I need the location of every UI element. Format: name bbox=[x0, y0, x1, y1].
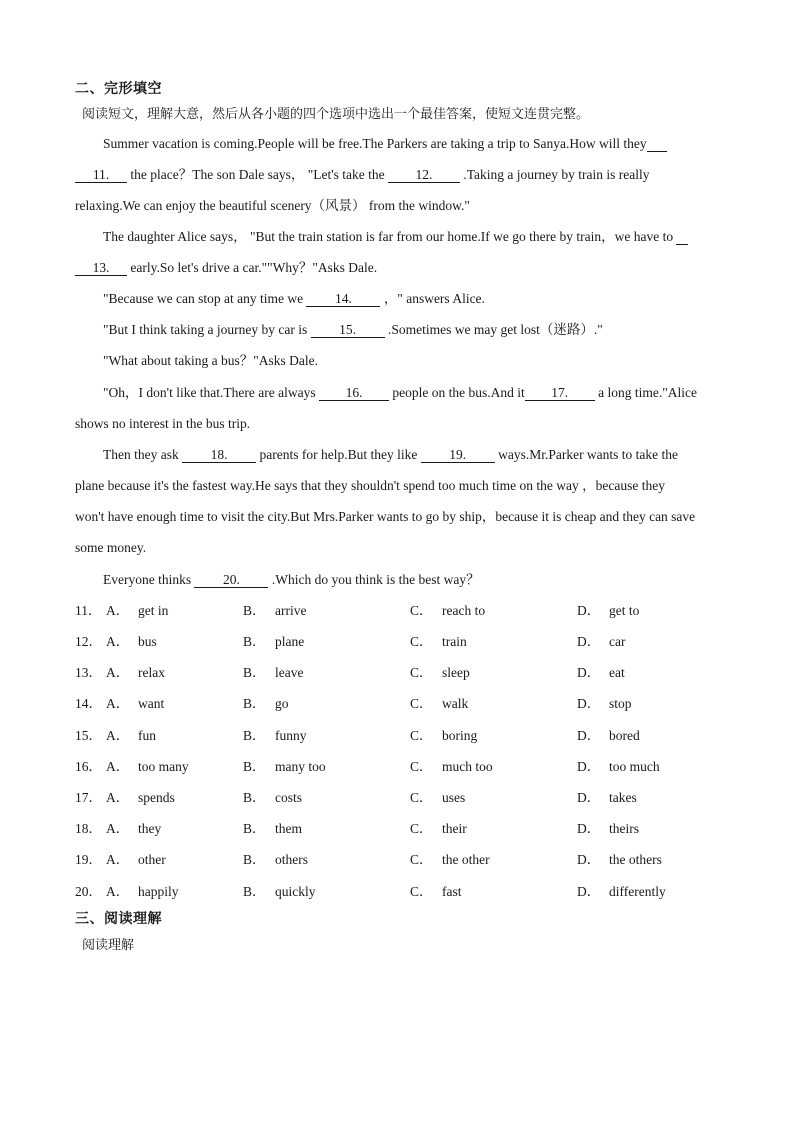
question-row bbox=[75, 820, 775, 838]
passage-line: "What about taking a bus？"Asks Dale. bbox=[103, 353, 318, 368]
passage-text: Everyone thinks bbox=[103, 572, 195, 587]
passage-line bbox=[75, 259, 377, 277]
option-letter-c: C． bbox=[410, 634, 433, 649]
option-b: plane bbox=[275, 634, 305, 649]
passage-text: the place？The son Dale says， "Let's take the bbox=[127, 167, 388, 182]
option-letter-a: A． bbox=[106, 603, 130, 618]
passage-line bbox=[103, 321, 603, 339]
passage-text: .Which do you think is the best way？ bbox=[268, 572, 480, 587]
passage-text: "Oh，I don't like that.There are always bbox=[103, 385, 319, 400]
passage-line bbox=[75, 166, 650, 184]
option-c: sleep bbox=[442, 665, 470, 680]
option-letter-a: A． bbox=[106, 884, 130, 899]
passage-text: .Taking a journey by train is really bbox=[459, 167, 650, 182]
passage-line bbox=[103, 446, 678, 464]
blank-13: 13. bbox=[75, 260, 127, 276]
passage-text: Summer vacation is coming.People will be free.The Parkers are taking a trip to Sanya.How will they bbox=[103, 136, 647, 151]
question-row bbox=[75, 695, 775, 713]
passage-text: people on the bus.And it bbox=[389, 385, 525, 400]
option-d: theirs bbox=[609, 821, 639, 836]
option-letter-c: C． bbox=[410, 852, 433, 867]
passage-line: some money. bbox=[75, 540, 147, 555]
option-d: the others bbox=[609, 852, 662, 867]
option-a: they bbox=[138, 821, 162, 836]
passage-line: won't have enough time to visit the city.But Mrs.Parker wants to go by ship，because it is cheap and they can save bbox=[75, 509, 696, 524]
option-letter-a: A． bbox=[106, 728, 130, 743]
option-b: quickly bbox=[275, 884, 316, 899]
blank-19: 19. bbox=[421, 447, 495, 463]
option-letter-c: C． bbox=[410, 884, 433, 899]
option-a: happily bbox=[138, 884, 179, 899]
option-letter-c: C． bbox=[410, 790, 433, 805]
passage-line bbox=[103, 571, 480, 589]
option-letter-a: A． bbox=[106, 665, 130, 680]
option-b: go bbox=[275, 696, 289, 711]
question-number: 16． bbox=[75, 759, 102, 774]
option-letter-b: B． bbox=[243, 696, 266, 711]
option-b: arrive bbox=[275, 603, 307, 618]
blank-11: 11. bbox=[75, 167, 127, 183]
blank-18: 18. bbox=[182, 447, 256, 463]
blank-15: 15. bbox=[311, 322, 385, 338]
passage-text: Then they ask bbox=[103, 447, 183, 462]
option-letter-c: C． bbox=[410, 728, 433, 743]
passage-text: .Sometimes we may get lost（迷路）." bbox=[384, 322, 603, 337]
option-letter-d: D． bbox=[577, 884, 601, 899]
option-b: leave bbox=[275, 665, 304, 680]
section-title-cloze: 二、完形填空 bbox=[75, 81, 162, 97]
section-instruction-reading: 阅读理解 bbox=[82, 938, 135, 953]
option-c: much too bbox=[442, 759, 493, 774]
option-d: too much bbox=[609, 759, 660, 774]
option-d: eat bbox=[609, 665, 625, 680]
option-d: differently bbox=[609, 884, 666, 899]
option-letter-b: B． bbox=[243, 728, 266, 743]
blank-16: 16. bbox=[319, 385, 389, 401]
passage-text: "Because we can stop at any time we bbox=[103, 291, 307, 306]
section-instruction-cloze: 阅读短文，理解大意，然后从各小题的四个选项中选出一个最佳答案，使短文连贯完整。 bbox=[82, 107, 590, 122]
option-d: get to bbox=[609, 603, 640, 618]
option-letter-b: B． bbox=[243, 821, 266, 836]
option-letter-d: D． bbox=[577, 759, 601, 774]
question-row bbox=[75, 789, 775, 807]
option-c: uses bbox=[442, 790, 466, 805]
option-letter-b: B． bbox=[243, 603, 266, 618]
option-letter-b: B． bbox=[243, 884, 266, 899]
option-letter-d: D． bbox=[577, 603, 601, 618]
option-b: many too bbox=[275, 759, 326, 774]
question-number: 20． bbox=[75, 884, 102, 899]
option-c: fast bbox=[442, 884, 462, 899]
blank-20: 20. bbox=[194, 572, 268, 588]
option-letter-d: D． bbox=[577, 821, 601, 836]
option-a: spends bbox=[138, 790, 175, 805]
option-d: bored bbox=[609, 728, 640, 743]
passage-line bbox=[103, 135, 667, 153]
passage-text: early.So let's drive a car.""Why？"Asks Dale. bbox=[127, 260, 378, 275]
passage-line: plane because it's the fastest way.He says that they shouldn't spend too much time on the way ，because they bbox=[75, 478, 665, 493]
question-number: 13． bbox=[75, 665, 102, 680]
option-letter-b: B． bbox=[243, 634, 266, 649]
question-number: 14． bbox=[75, 696, 102, 711]
option-letter-d: D． bbox=[577, 852, 601, 867]
question-number: 19． bbox=[75, 852, 102, 867]
option-d: takes bbox=[609, 790, 637, 805]
option-b: costs bbox=[275, 790, 302, 805]
passage-line bbox=[103, 290, 485, 308]
option-a: fun bbox=[138, 728, 156, 743]
option-letter-a: A． bbox=[106, 696, 130, 711]
option-letter-c: C． bbox=[410, 759, 433, 774]
option-letter-a: A． bbox=[106, 852, 130, 867]
option-letter-a: A． bbox=[106, 759, 130, 774]
passage-text: ways.Mr.Parker wants to take the bbox=[494, 447, 679, 462]
section-title-reading: 三、阅读理解 bbox=[75, 911, 162, 927]
blank-line bbox=[647, 136, 667, 152]
option-letter-c: C． bbox=[410, 696, 433, 711]
option-a: get in bbox=[138, 603, 169, 618]
blank-line bbox=[676, 229, 688, 245]
option-a: bus bbox=[138, 634, 157, 649]
question-number: 15． bbox=[75, 728, 102, 743]
question-row bbox=[75, 633, 775, 651]
passage-text: "But I think taking a journey by car is bbox=[103, 322, 311, 337]
passage-text: ，" answers Alice. bbox=[380, 291, 485, 306]
question-row bbox=[75, 758, 775, 776]
option-letter-a: A． bbox=[106, 790, 130, 805]
option-letter-c: C． bbox=[410, 665, 433, 680]
question-number: 11． bbox=[75, 603, 102, 618]
blank-14: 14. bbox=[306, 291, 380, 307]
option-b: them bbox=[275, 821, 302, 836]
question-number: 17． bbox=[75, 790, 102, 805]
question-row bbox=[75, 851, 775, 869]
option-letter-b: B． bbox=[243, 852, 266, 867]
question-number: 12． bbox=[75, 634, 102, 649]
option-a: want bbox=[138, 696, 165, 711]
option-letter-b: B． bbox=[243, 665, 266, 680]
option-c: their bbox=[442, 821, 467, 836]
question-row bbox=[75, 664, 775, 682]
option-d: car bbox=[609, 634, 626, 649]
option-c: the other bbox=[442, 852, 490, 867]
option-a: other bbox=[138, 852, 166, 867]
question-number: 18． bbox=[75, 821, 102, 836]
question-row bbox=[75, 602, 775, 620]
passage-line: relaxing.We can enjoy the beautiful scenery（风景） from the window." bbox=[75, 198, 470, 213]
option-letter-b: B． bbox=[243, 759, 266, 774]
option-a: too many bbox=[138, 759, 189, 774]
passage-line bbox=[103, 384, 697, 402]
passage-text: a long time."Alice bbox=[594, 385, 697, 400]
option-letter-d: D． bbox=[577, 634, 601, 649]
option-a: relax bbox=[138, 665, 165, 680]
option-c: train bbox=[442, 634, 467, 649]
option-letter-c: C． bbox=[410, 603, 433, 618]
option-letter-a: A． bbox=[106, 821, 130, 836]
option-letter-d: D． bbox=[577, 665, 601, 680]
passage-text: The daughter Alice says， "But the train station is far from our home.If we go there by train，we have to bbox=[103, 229, 674, 244]
question-row bbox=[75, 883, 775, 901]
option-letter-c: C． bbox=[410, 821, 433, 836]
passage-text: parents for help.But they like bbox=[256, 447, 421, 462]
passage-line bbox=[103, 228, 688, 246]
option-b: others bbox=[275, 852, 308, 867]
passage-line: shows no interest in the bus trip. bbox=[75, 416, 251, 431]
option-letter-b: B． bbox=[243, 790, 266, 805]
option-c: reach to bbox=[442, 603, 486, 618]
option-letter-a: A． bbox=[106, 634, 130, 649]
option-b: funny bbox=[275, 728, 307, 743]
option-d: stop bbox=[609, 696, 632, 711]
option-letter-d: D． bbox=[577, 728, 601, 743]
question-row bbox=[75, 727, 775, 745]
option-c: walk bbox=[442, 696, 469, 711]
blank-17: 17. bbox=[525, 385, 595, 401]
option-c: boring bbox=[442, 728, 478, 743]
option-letter-d: D． bbox=[577, 790, 601, 805]
option-letter-d: D． bbox=[577, 696, 601, 711]
blank-12: 12. bbox=[388, 167, 460, 183]
